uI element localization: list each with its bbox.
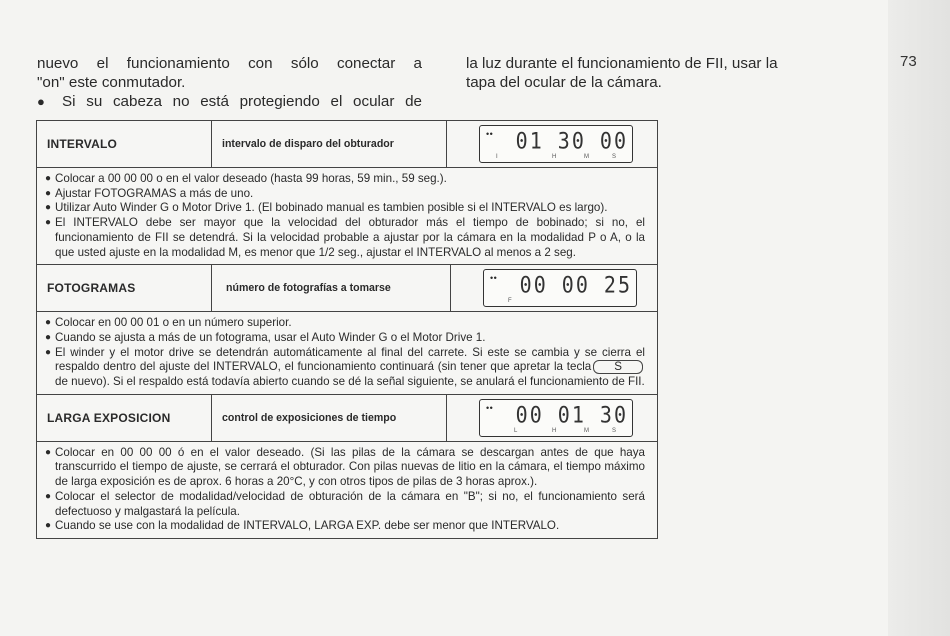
list-item: ● El winder y el motor drive se detendrán automáticamente al final del carrete. Si este se cambia y se cierra el respaldo dentro del ajuste del INTERVALO, el funcionamiento continuará (sin tener que apretar la tecla Sde nuevo). Si el respaldo está todavía abierto cuando se dé la señal siguiente, se anulará el funcionamiento de FII. (45, 345, 645, 389)
bullet-icon: ● (37, 94, 52, 109)
list-item: ● Ajustar FOTOGRAMAS a más de uno. (45, 186, 254, 200)
page-number: 73 (900, 53, 917, 70)
bullet-icon: ● (45, 331, 52, 343)
lcd-mark-h: H (552, 427, 557, 434)
intervalo-description: intervalo de disparo del obturador (212, 121, 447, 167)
bullet-icon: ● (45, 520, 52, 532)
list-item: ● Colocar a 00 00 00 o en el valor deseado (hasta 99 horas, 59 min., 59 seg.). (45, 172, 447, 185)
settings-table (36, 120, 658, 539)
intervalo-lcd-display (479, 125, 633, 163)
bullet-icon: ● (45, 173, 52, 184)
fotogramas-body (37, 312, 657, 395)
lcd-dots-icon: •• (486, 129, 494, 139)
bullet-icon: ● (45, 317, 52, 329)
intervalo-header-row (37, 121, 657, 168)
larga-exposicion-title: LARGA EXPOSICION (37, 395, 212, 441)
intervalo-body (37, 168, 657, 265)
larga-exposicion-description: control de exposiciones de tiempo (212, 395, 447, 441)
lcd-digits: 01 30 00 (515, 127, 628, 154)
list-item: ● El INTERVALO debe ser mayor que la velocidad del obturador más el tiempo de bobinado; si no, el funcionamiento de FII se detendrá. Si la velocidad probable a ajustar por la cámara en la modalidad P o A, o la que usted ajuste en la modalidad M, es menor que 1/2 seg., ajustar el INTERVALO al menos a 2 seg. (45, 216, 645, 259)
fotogramas-header-row (37, 265, 657, 312)
fotogramas-description: número de fotografías a tomarse (212, 265, 451, 311)
intro-left-line-3 (37, 92, 422, 111)
lcd-mark-m: M (584, 154, 589, 160)
larga-exposicion-lcd-display (479, 399, 633, 437)
intro-left-column (37, 54, 422, 111)
list-item: ● Colocar en 00 00 01 o en un número superior. (45, 316, 292, 330)
fotogramas-title: FOTOGRAMAS (37, 265, 212, 311)
list-item: ● Cuando se ajusta a más de un fotograma, usar el Auto Winder G o el Motor Drive 1. (45, 330, 486, 344)
lcd-mark-m: M (584, 427, 589, 434)
lcd-mark-h: H (552, 154, 557, 160)
bullet-icon: ● (45, 187, 52, 199)
bullet-icon: ● (45, 490, 52, 502)
bullet-icon: ● (45, 446, 52, 458)
list-item: ● Colocar el selector de modalidad/velocidad de obturación de la cámara en "B"; si no, el funcionamiento será defectuoso y malgastará la película. (45, 489, 645, 518)
list-item: ● Cuando se use con la modalidad de INTERVALO, LARGA EXP. debe ser menor que INTERVALO. (45, 519, 560, 533)
lcd-mark-i: I (496, 154, 498, 160)
list-item: ● Utilizar Auto Winder G o Motor Drive 1. (El bobinado manual es tambien posible si el INTERVALO es largo). (45, 201, 608, 215)
lcd-mark-l: L (514, 427, 518, 434)
larga-exposicion-header-row (37, 395, 657, 442)
lcd-mark-s: S (612, 154, 617, 160)
larga-exposicion-body (37, 442, 657, 538)
fotogramas-lcd-display (483, 269, 637, 307)
intervalo-title: INTERVALO (37, 121, 212, 167)
lcd-mark-f: F (508, 298, 512, 305)
intro-left-line-1: nuevo el funcionamiento con sólo conectar a (37, 55, 422, 72)
intro-left-line-3-text: Si su cabeza no está protegiendo el ocular de (62, 93, 422, 110)
lcd-mark-s: S (612, 427, 617, 434)
lcd-digits: 00 00 25 (519, 271, 632, 299)
intro-right-line-2: tapa del ocular de la cámara. (466, 74, 662, 91)
intro-right-column (466, 54, 866, 92)
list-item: ● Colocar en 00 00 00 ó en el valor deseado. (Si las pilas de la cámara se descargan antes de que haya transcurrido el tiempo de ajuste, se cerrará el obturador. Con pilas nuevas de litio en la cámara, el tiempo máximo de larga exposición es de aprox. 6 horas a 20°C, y con otros tipos de pilas de 3 horas aprox.). (45, 445, 645, 489)
bullet-icon: ● (45, 217, 52, 229)
page-edge (888, 0, 950, 636)
bullet-icon: ● (45, 202, 52, 214)
s-key-icon: S (593, 360, 643, 374)
lcd-digits: 00 01 30 (515, 400, 628, 428)
lcd-dots-icon: •• (490, 273, 498, 284)
lcd-dots-icon: •• (486, 402, 494, 413)
intro-right-line-1: la luz durante el funcionamiento de FII, usar la (466, 55, 778, 72)
intro-left-line-2: "on" este conmutador. (37, 74, 186, 91)
bullet-icon: ● (45, 346, 52, 358)
